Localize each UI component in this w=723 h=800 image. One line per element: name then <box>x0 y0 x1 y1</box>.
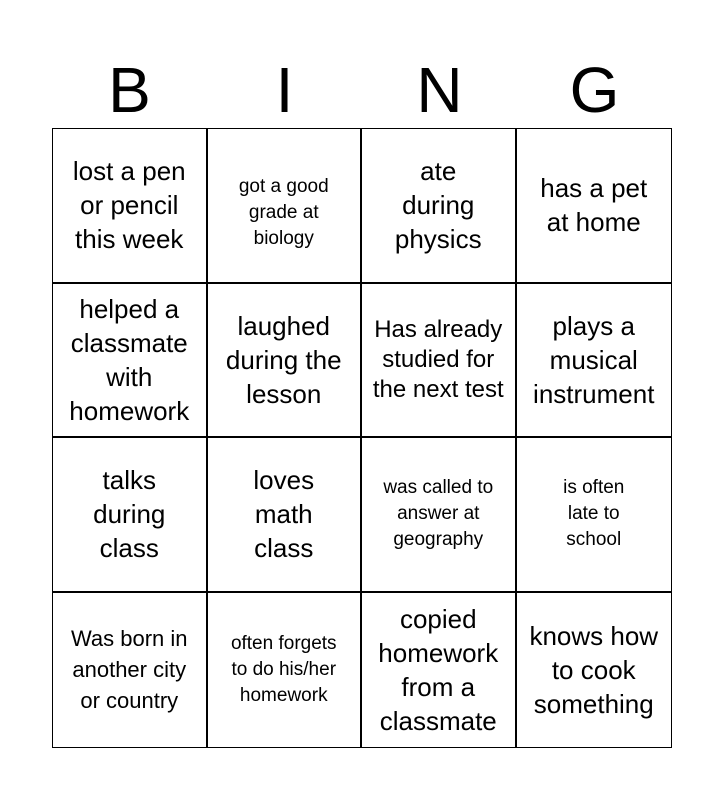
bingo-cell-r2c4[interactable] <box>517 284 672 439</box>
cell-text: laughed during the lesson <box>225 310 342 409</box>
cell-text: Has already studied for the next test <box>372 315 504 403</box>
cell-text: copied homework from a classmate <box>378 603 499 736</box>
header-letter-n: N <box>416 54 463 126</box>
cell-text: lost a pen or pencil this week <box>72 156 186 255</box>
cell-text: often forgets to do his/her homework <box>230 632 337 706</box>
cell-text: talks during class <box>93 465 166 564</box>
bingo-board <box>52 128 672 748</box>
bingo-cell-r4c2[interactable] <box>208 593 363 748</box>
bingo-cell-r2c2[interactable] <box>208 284 363 439</box>
header-letter-g: G <box>569 54 620 126</box>
bingo-cell-r2c1[interactable] <box>53 284 208 439</box>
cell-text: ate during physics <box>394 156 482 255</box>
cell-text: was called to answer at geography <box>383 477 494 551</box>
bingo-cell-r4c3[interactable] <box>362 593 517 748</box>
header-letter-i: I <box>275 54 294 126</box>
cell-text: loves math class <box>253 465 315 564</box>
cell-text: plays a musical instrument <box>533 310 655 409</box>
bingo-cell-r3c1[interactable] <box>53 438 208 593</box>
bingo-cell-r3c4[interactable] <box>517 438 672 593</box>
header-letter-b: B <box>108 54 151 126</box>
bingo-cell-r4c4[interactable] <box>517 593 672 748</box>
bingo-cell-r3c2[interactable] <box>208 438 363 593</box>
cell-text: helped a classmate with homework <box>69 293 190 426</box>
bingo-cell-r1c1[interactable] <box>53 129 208 284</box>
cell-text: knows how to cook something <box>529 620 659 719</box>
bingo-header <box>52 52 672 128</box>
bingo-cell-r1c3[interactable] <box>362 129 517 284</box>
cell-text: has a pet at home <box>540 173 648 238</box>
cell-text: Was born in another city or country <box>70 626 188 714</box>
bingo-cell-r3c3[interactable] <box>362 438 517 593</box>
bingo-cell-r1c2[interactable] <box>208 129 363 284</box>
bingo-cell-r2c3[interactable] <box>362 284 517 439</box>
bingo-cell-r1c4[interactable] <box>517 129 672 284</box>
bingo-cell-r4c1[interactable] <box>53 593 208 748</box>
cell-text: is often late to school <box>563 477 625 551</box>
cell-text: got a good grade at biology <box>238 176 329 250</box>
